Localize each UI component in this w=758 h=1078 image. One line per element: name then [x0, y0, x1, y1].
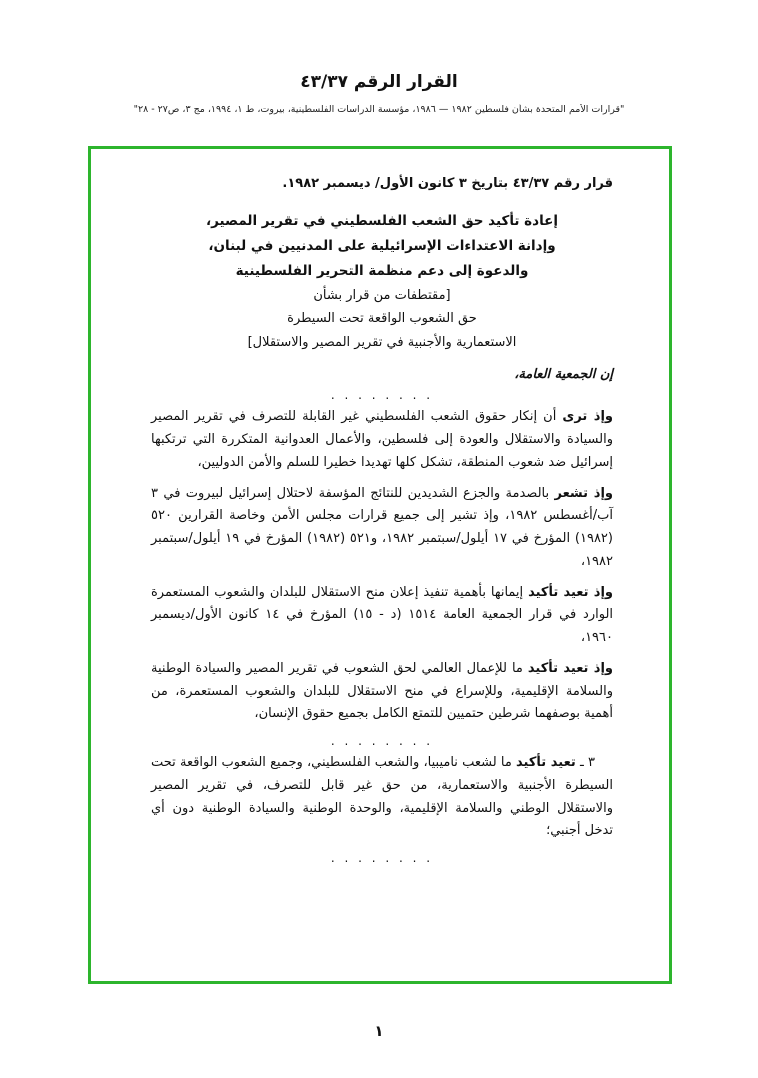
excerpt-note-line: [مقتطفات من قرار بشأن — [313, 288, 451, 303]
paragraph-text: ما للإعمال العالمي لحق الشعوب في تقرير المصير والسيادة الوطنية والسلامة الإقليمية، وللإسراع في منح الاستقلال للبلدان والشعوب المستعمرة، من أهمية بوصفهما شرطين حتميين للتمتع الكامل بجميع حقوق الإنسان، — [151, 660, 613, 722]
page-number: ١ — [374, 1022, 384, 1040]
operative-paragraph — [151, 752, 613, 843]
ellipsis-dots: . . . . . . . . — [330, 388, 434, 403]
paragraph-text: ما لشعب ناميبيا، والشعب الفلسطيني، وجميع الشعوب الواقعة تحت السيطرة الأجنبية والاستعمارية، من حق غير قابل للتصرف، في تقرير المصير والاستقلال الوطني والسلامة الإقليمية، والوحدة الوطنية والسيادة الوطنية دون أي تدخل أجنبي؛ — [151, 755, 613, 839]
paragraph-text: بالصدمة والجزع الشديدين للنتائج المؤسفة لاحتلال إسرائيل لبيروت في ٣ آب/أغسطس ١٩٨٢، وإذ تشير إلى جميع قرارات مجلس الأمن وخاصة القرارين ٥٢٠ (١٩٨٢) المؤرخ في ١٧ أيلول/سبتمبر ١٩٨٢، و٥٢١ (١٩٨٢) المؤرخ في ١٩ أيلول/سبتمبر ١٩٨٢، — [151, 485, 613, 569]
excerpt-note-line: حق الشعوب الواقعة تحت السيطرة — [287, 311, 477, 327]
preamble-paragraph — [151, 483, 613, 574]
paragraph-text: أن إنكار حقوق الشعب الفلسطيني غير القابلة للتصرف في تقرير المصير والسيادة والاستقلال والعودة إلى فلسطين، والأعمال العدوانية المتكررة التي ترتكبها إسرائيل ضد شعوب المنطقة، تشكل كلها تهديدا خطيرا للسلم والأمن الدوليين، — [151, 409, 613, 470]
ellipsis-dots: . . . . . . . . — [330, 734, 434, 749]
paragraph-lead: وإذ ترى — [562, 409, 613, 425]
ellipsis-dots: . . . . . . . . — [330, 851, 434, 866]
source-citation: "قرارات الأمم المتحدة بشأن فلسطين ١٩٨٢ — ١٩٨٦، مؤسسة الدراسات الفلسطينية، بيروت، ط ١، ١٩٩٤، مج ٣، ص٢٧ - ٢٨" — [133, 104, 625, 115]
preamble-paragraph — [151, 582, 613, 650]
preamble-paragraph — [151, 658, 613, 726]
paragraph-lead: وإذ تعيد تأكيد — [527, 660, 614, 676]
resolution-title-block — [151, 209, 613, 284]
page-title: القرار الرقم ٤٣/٣٧ — [300, 72, 458, 92]
excerpt-note-block — [151, 284, 613, 354]
resolution-title-line: وإدانة الاعتداءات الإسرائيلية على المدنيين في لبنان، — [208, 238, 556, 255]
paragraph-number: ٣ ـ — [575, 755, 596, 771]
resolution-date-line: قرار رقم ٤٣/٣٧ بتاريخ ٣ كانون الأول/ ديسمبر ١٩٨٢. — [282, 176, 613, 191]
excerpt-note-line: الاستعمارية والأجنبية في تقرير المصير والاستقلال] — [247, 334, 517, 350]
paragraph-lead: وإذ تعيد تأكيد — [528, 584, 614, 600]
preamble-paragraph — [151, 406, 613, 474]
document-frame — [88, 146, 672, 984]
preamble-opening: إن الجمعية العامة، — [514, 367, 613, 383]
paragraph-lead: تعيد تأكيد — [516, 755, 576, 771]
resolution-title-line: والدعوة إلى دعم منظمة التحرير الفلسطينية — [235, 263, 529, 280]
paragraph-lead: وإذ تشعر — [554, 485, 613, 501]
resolution-title-line: إعادة تأكيد حق الشعب الفلسطيني في تقرير المصير، — [206, 213, 558, 230]
paragraph-text: إيمانها بأهمية تنفيذ إعلان منح الاستقلال للبلدان والشعوب المستعمرة الوارد في قرار الجمعية العامة ١٥١٤ (د - ١٥) المؤرخ في ١٤ كانون الأول/ديسمبر ١٩٦٠، — [151, 584, 614, 646]
